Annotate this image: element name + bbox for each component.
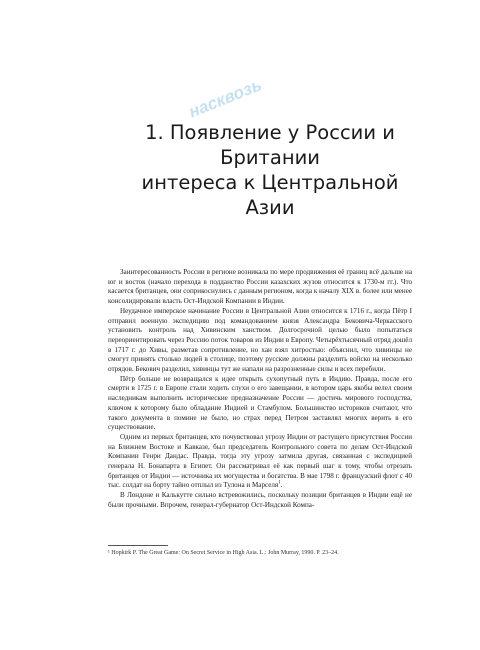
footnote-divider <box>108 545 168 546</box>
body-text <box>108 268 412 511</box>
paragraph-2: Неудачное имперское начинание России в Центральной Азии относится к 1716 г., когда Пётр I отправил военную экспедицию под командованием князя Александра Бековича-Черкасского установить контроль над Хивинским ханством. Долгосрочной целью было попытаться переориентировать через Россию поток товаров из Индии в Европу. Четырёхтысячный отряд дошёл в 1717 г. до Хивы, разметав сопротивление, но хан взял хитростью: объяснил, что хивинцы не смогут принять столько людей в столице, поэтому русские должны разделить войско на несколько отрядов. Бекович разделил, хивинцы тут же напали на разрозненные силы и всех перебили. <box>108 306 412 374</box>
footnote-reference: 1 <box>278 481 281 487</box>
chapter-title-line-2: интереса к Центральной Азии <box>141 171 399 219</box>
paragraph-1: Заинтересованность России в регионе возникала по мере продвижения её границ всё дальше на юг и восток (начало перехода в подданство России казахских жузов относится к 1730-м гг.). Что касается британцев, они соприкоснулись с данным регионом, когда к началу XIX в. более или менее консолидировали власть Ост-Индской Компании в Индии. <box>108 268 412 306</box>
chapter-title-line-1: 1. Появление у России и Британии <box>145 121 395 169</box>
chapter-title <box>120 120 420 220</box>
paragraph-3: Пётр больше не возвращался к идее открыть сухопутный путь в Индию. Правда, после его смерти в 1725 г. в Европе стали ходить слухи о его завещании, в котором царь якобы велел своим наследникам выполнить исторические предназначение России — достичь мирового господства, ключом к которому было обладание Индией и Стамбулом. Большинство историков считают, что такого документа в помине не было, но страх перед Петром заставлял многих верить в его существование. <box>108 374 412 432</box>
paragraph-5: В Лондоне и Калькутте сильно встревожились, поскольку позиции британцев в Индии ещё не были прочными. Впрочем, генерал-губернатор Ост-Индской Компа- <box>108 491 412 509</box>
footnote: ¹ Hopkirk P. The Great Game: On Secret Service in High Asia. L.: John Murray, 1990. P. 23–24. <box>108 550 339 556</box>
watermark-stamp: насквозь <box>186 75 265 122</box>
paragraph-4-text: Одним из первых британцев, кто почувствовал угрозу Индии от растущего присутствия России на Ближнем Востоке и Кавказе, был председатель Контрольного совета по делам Ост-Индской Компании Генри Дандас. Правда, тогда эту угрозу затмила другая, связанная с экспедицией генерала Н. Бонапарта в Египет. Он рассматривал её как первый шаг к тому, чтобы отрезать британцев от Индии — источника их могущества и богатства. В мае 1798 г. французский флот с 40 тыс. солдат на борту тайно отплыл из Тулона и Марселя <box>108 432 412 490</box>
paragraph-4: Одним из первых британцев, кто почувствовал угрозу Индии от растущего присутствия России на Ближнем Востоке и Кавказе, был председатель Контрольного совета по делам Ост-Индской Компании Генри Дандас. Правда, тогда эту угрозу затмила другая, связанная с экспедицией генерала Н. Бонапарта в Египет. Он рассматривал её как первый шаг к тому, чтобы отрезать британцев от Индии — источника их могущества и богатства. В мае 1798 г. французский флот с 40 тыс. солдат на борту тайно отплыл из Тулона и Марселя$^1$. <box>108 432 412 490</box>
